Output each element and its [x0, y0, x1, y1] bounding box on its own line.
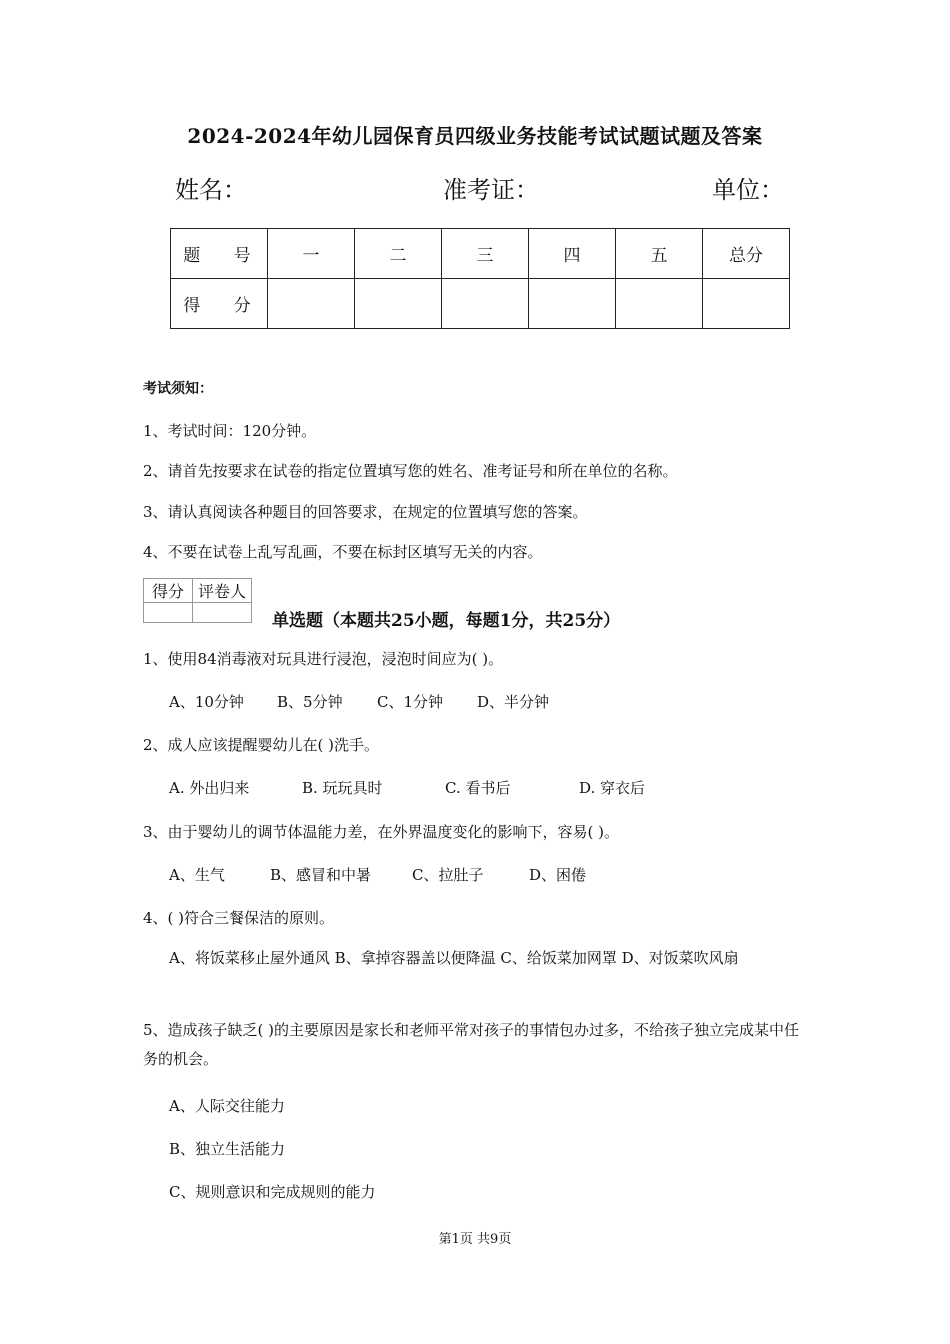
option[interactable]: A. 外出归来: [169, 779, 250, 797]
score-cell[interactable]: [442, 279, 529, 329]
score-value-row: [171, 279, 790, 329]
name-label: 姓名：: [175, 176, 247, 204]
option[interactable]: A、10分钟: [169, 693, 244, 711]
grader-table: [143, 578, 252, 623]
score-header-cell: 总分: [703, 229, 790, 279]
page-footer: 第1页 共9页: [438, 1232, 512, 1247]
notice-item: 2、请首先按要求在试卷的指定位置填写您的姓名、准考证号和所在单位的名称。: [143, 462, 678, 480]
score-header-cell: 三: [442, 229, 529, 279]
score-cell[interactable]: [616, 279, 703, 329]
score-header-cell: 一: [268, 229, 355, 279]
grader-score-label: 得分: [144, 579, 193, 603]
option[interactable]: B、独立生活能力: [169, 1140, 286, 1158]
question-3-options: [169, 864, 586, 885]
option[interactable]: B. 玩玩具时: [302, 779, 383, 797]
option[interactable]: D. 穿衣后: [579, 779, 646, 797]
grader-name-label: 评卷人: [193, 579, 252, 603]
question-4: 4、( )符合三餐保洁的原则。: [143, 909, 335, 927]
option[interactable]: D、困倦: [529, 866, 587, 884]
grader-score-cell[interactable]: [144, 603, 193, 623]
notice-item: 1、考试时间：120分钟。: [143, 422, 317, 440]
score-cell[interactable]: [268, 279, 355, 329]
score-header-row: [171, 229, 790, 279]
option[interactable]: A、生气: [169, 866, 225, 884]
score-cell[interactable]: [529, 279, 616, 329]
notice-item: 4、不要在试卷上乱写乱画，不要在标封区填写无关的内容。: [143, 543, 543, 561]
score-header-cell: 二: [355, 229, 442, 279]
score-cell[interactable]: [703, 279, 790, 329]
ticket-label: 准考证：: [443, 176, 539, 204]
notice-title: 考试须知：: [143, 381, 213, 397]
grader-name-cell[interactable]: [193, 603, 252, 623]
option[interactable]: D、半分钟: [477, 693, 550, 711]
exam-title: 2024-2024年幼儿园保育员四级业务技能考试试题试题及答案: [187, 124, 763, 148]
option[interactable]: C、规则意识和完成规则的能力: [169, 1183, 376, 1201]
option[interactable]: B、感冒和中暑: [270, 866, 372, 884]
section-title: 单选题（本题共25小题，每题1分，共25分）: [272, 611, 621, 631]
option[interactable]: C、拉肚子: [412, 866, 484, 884]
question-2-options: [169, 777, 645, 798]
option[interactable]: C. 看书后: [445, 779, 511, 797]
score-header-cell: 四: [529, 229, 616, 279]
option[interactable]: C、1分钟: [377, 693, 444, 711]
score-header-cell: 题 号: [171, 229, 268, 279]
question-4-options: A、将饭菜移止屋外通风 B、拿掉容器盖以便降温 C、给饭菜加网罩 D、对饭菜吹风扇: [169, 949, 739, 967]
unit-label: 单位：: [712, 176, 784, 204]
question-3: 3、由于婴幼儿的调节体温能力差，在外界温度变化的影响下，容易( )。: [143, 823, 620, 841]
score-header-cell: 五: [616, 229, 703, 279]
score-row-label: 得 分: [171, 279, 268, 329]
option[interactable]: B、5分钟: [277, 693, 343, 711]
question-5: 5、造成孩子缺乏( )的主要原因是家长和老师平常对孩子的事情包办过多，不给孩子独立完成某中任务的机会。: [143, 1021, 800, 1068]
question-1: 1、使用84消毒液对玩具进行浸泡，浸泡时间应为( )。: [143, 650, 504, 668]
score-table: [170, 228, 790, 329]
notice-item: 3、请认真阅读各种题目的回答要求，在规定的位置填写您的答案。: [143, 503, 588, 521]
option[interactable]: A、人际交往能力: [169, 1097, 285, 1115]
question-2: 2、成人应该提醒婴幼儿在( )洗手。: [143, 736, 380, 754]
question-1-options: [169, 691, 549, 712]
score-cell[interactable]: [355, 279, 442, 329]
